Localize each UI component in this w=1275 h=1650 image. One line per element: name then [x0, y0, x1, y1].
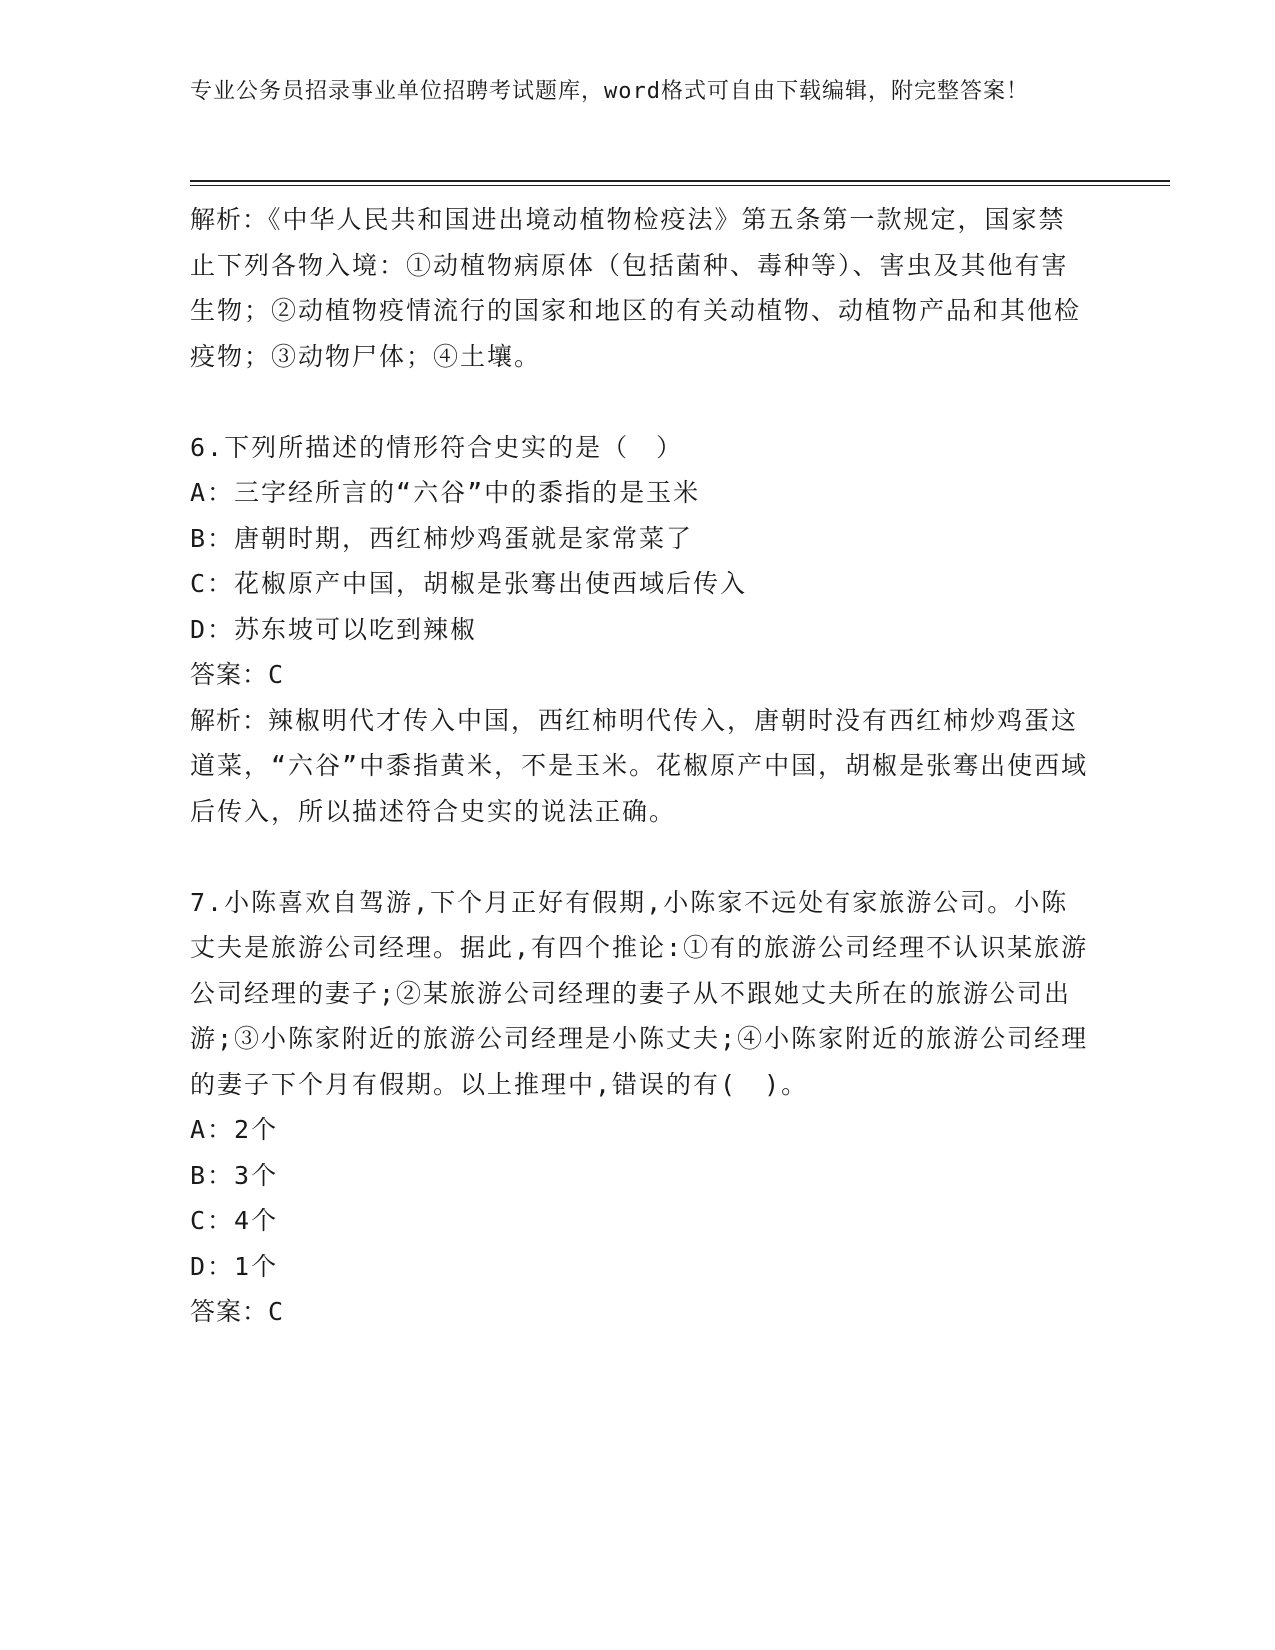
q6-answer	[190, 652, 1090, 698]
q6-analysis-text: 辣椒明代才传入中国，西红柿明代传入，唐朝时没有西红柿炒鸡蛋这道菜，“六谷”中黍指黄米，不是玉米。花椒原产中国，胡椒是张骞出使西域后传入，所以描述符合史实的说法正确。	[190, 705, 1089, 826]
q7-option-d: D：1个	[190, 1251, 279, 1281]
q6-option-c: C：花椒原产中国，胡椒是张骞出使西域后传入	[190, 569, 748, 598]
q7-option-c: C：4个	[190, 1206, 279, 1235]
spacer	[190, 379, 1090, 425]
q6-option-b: B：唐朝时期，西红柿炒鸡蛋就是家常菜了	[190, 523, 694, 553]
analysis-label: 解析：	[190, 705, 269, 735]
q7-option-b: B：3个	[190, 1160, 279, 1190]
analysis-label: 解析：	[190, 205, 269, 234]
header-divider-thick	[190, 180, 1170, 182]
q6-answer-value: C	[268, 660, 286, 689]
q6-option-d: D：苏东坡可以吃到辣椒	[190, 614, 478, 644]
q6-analysis	[190, 698, 1090, 835]
answer-label: 答案：	[190, 660, 269, 689]
header-text: 专业公务员招录事业单位招聘考试题库，word格式可自由下载编辑，附完整答案！	[190, 79, 1029, 104]
q5-analysis-text: 《中华人民共和国进出境动植物检疫法》第五条第一款规定，国家禁止下列各物入境：①动植物病原体（包括菌种、毒种等）、害虫及其他有害生物；②动植物疫情流行的国家和地区的有关动植物、动植物产品和其他检疫物；③动物尸体；④土壤。	[190, 205, 1082, 371]
q6-option-a: A：三字经所言的“六谷”中的黍指的是玉米	[190, 478, 701, 507]
q7-question: 7.小陈喜欢自驾游,下个月正好有假期,小陈家不远处有家旅游公司。小陈丈夫是旅游公司经理。据此,有四个推论:①有的旅游公司经理不认识某旅游公司经理的妻子;②某旅游公司经理的妻子从不跟她丈夫所在的旅游公司出游;③小陈家附近的旅游公司经理是小陈丈夫;④小陈家附近的旅游公司经理的妻子下个月有假期。以上推理中,错误的有( )。	[190, 887, 1089, 1099]
document-body	[190, 197, 1090, 1335]
q7-option-a: A：2个	[190, 1115, 279, 1144]
header-divider-thin	[190, 185, 1170, 186]
q6-question: 6.下列所描述的情形符合史实的是（ ）	[190, 432, 684, 462]
answer-label: 答案：	[190, 1297, 269, 1326]
q5-analysis	[190, 197, 1090, 379]
q7-answer	[190, 1289, 1090, 1335]
spacer	[190, 834, 1090, 880]
q7-answer-value: C	[268, 1297, 286, 1326]
page-header	[190, 76, 1070, 107]
